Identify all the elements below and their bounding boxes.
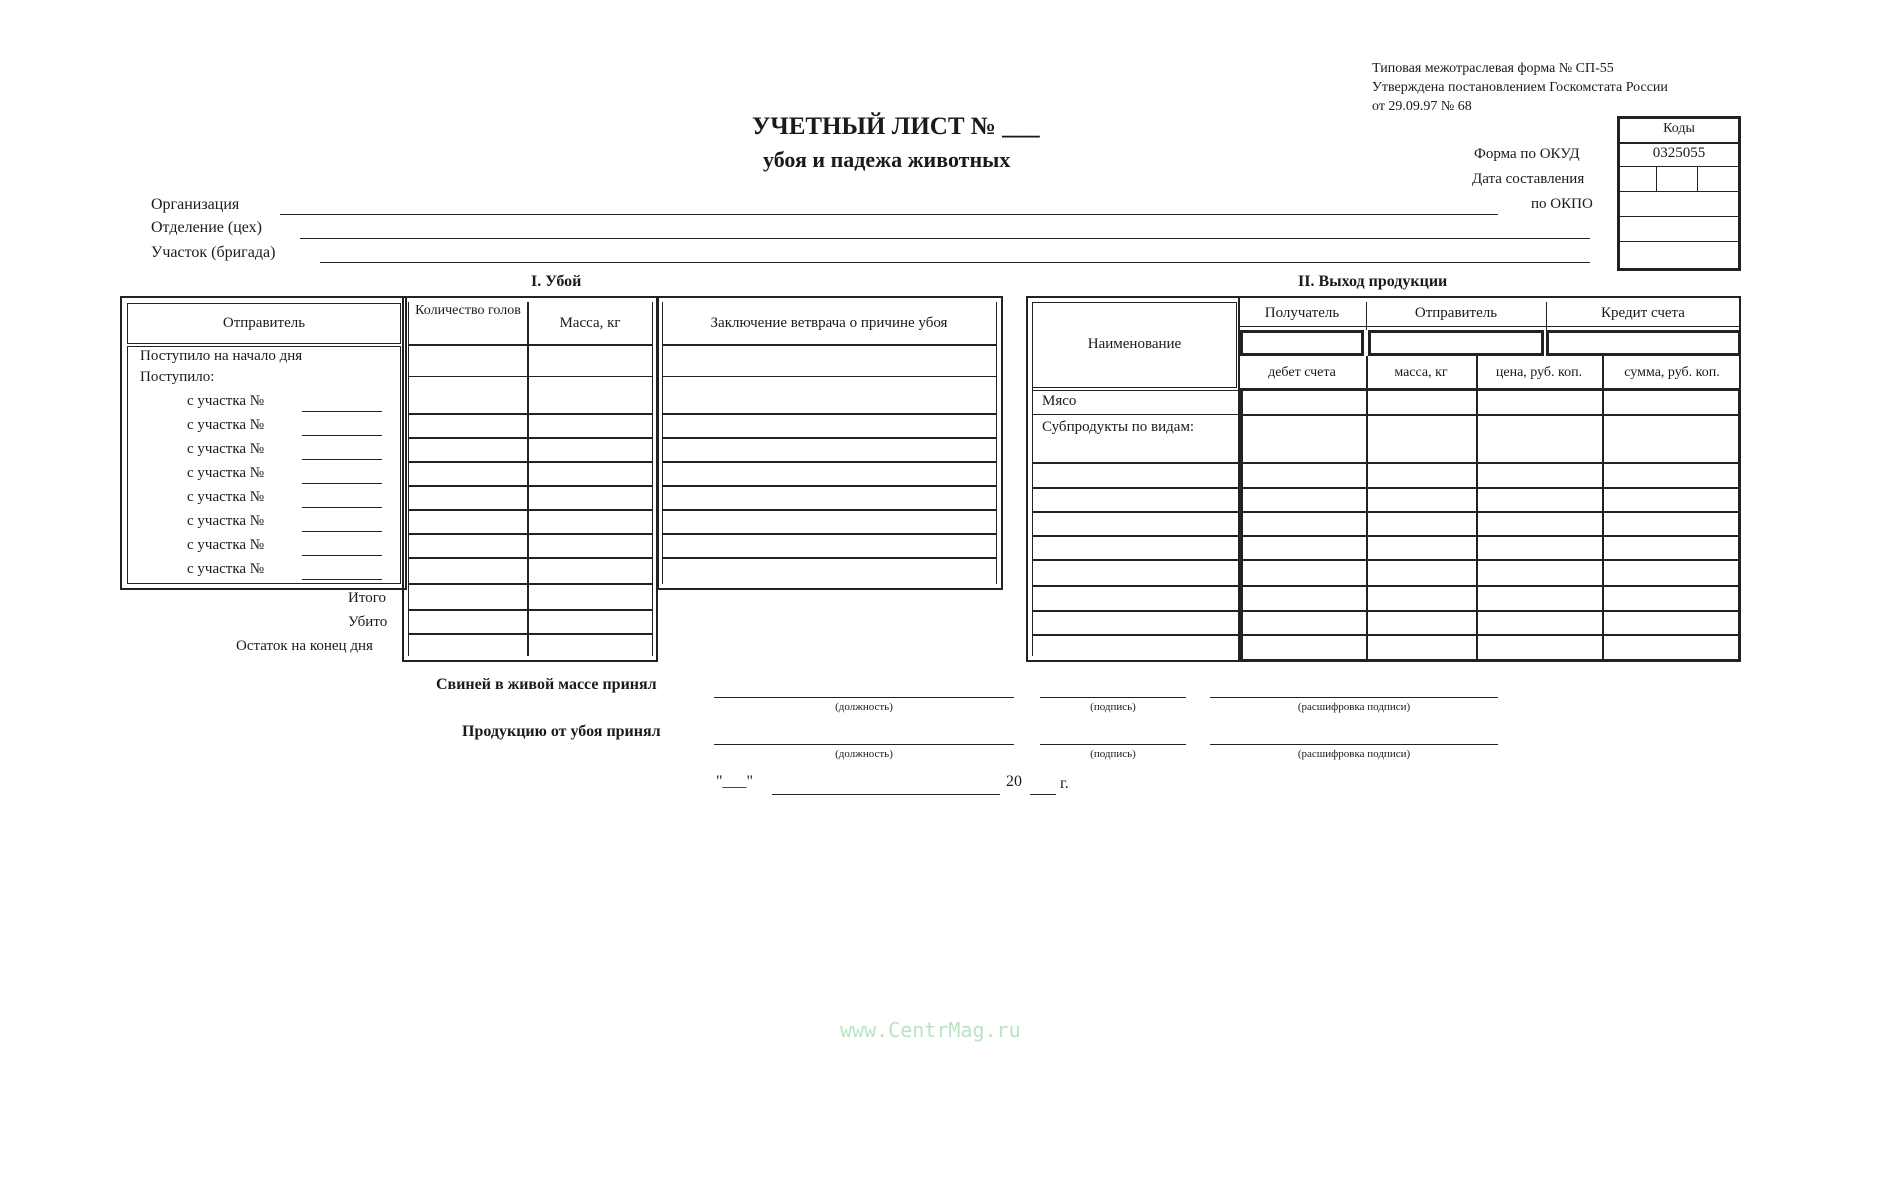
from-plot-label: с участка № — [187, 513, 265, 529]
row-killed: Убито — [348, 614, 388, 630]
okpo-label: по ОКПО — [1531, 196, 1593, 212]
pigs-signature-field[interactable] — [1040, 697, 1186, 698]
date-month-field[interactable] — [772, 794, 1000, 795]
watermark-text: www.CentrMag.ru — [840, 1018, 1021, 1042]
codes-heading: Коды — [1663, 121, 1695, 136]
date-year-field[interactable] — [1030, 794, 1056, 795]
date-day-field[interactable]: "___" — [716, 773, 754, 790]
from-plot-label: с участка № — [187, 561, 265, 577]
pigs-received-label: Свиней в живой массе принял — [436, 676, 657, 693]
row-offal: Субпродукты по видам: — [1042, 419, 1195, 435]
row-meat: Мясо — [1042, 393, 1077, 409]
form-approval-note: Утверждена постановлением Госкомстата России — [1372, 80, 1668, 95]
sub-sum: сумма, руб. коп. — [1624, 365, 1720, 380]
decoding-caption: (расшифровка подписи) — [1297, 701, 1411, 713]
plot-number-field[interactable] — [302, 483, 382, 484]
okud-label: Форма по ОКУД — [1474, 146, 1580, 162]
slaughter-section-title: I. Убой — [531, 273, 582, 290]
pigs-decoding-field[interactable] — [1210, 697, 1498, 698]
product-decoding-field[interactable] — [1210, 744, 1498, 745]
product-signature-field[interactable] — [1040, 744, 1186, 745]
plot-number-field[interactable] — [302, 579, 382, 580]
col-mass: Масса, кг — [559, 315, 621, 331]
product-received-label: Продукцию от убоя принял — [462, 723, 661, 740]
from-plot-label: с участка № — [187, 417, 265, 433]
from-plot-label: с участка № — [187, 489, 265, 505]
from-plot-label: с участка № — [187, 393, 265, 409]
okud-code-value[interactable]: 0325055 — [1652, 145, 1706, 161]
date-year-prefix: 20 — [1006, 773, 1022, 790]
col-sender: Отправитель — [222, 315, 306, 331]
sub-debit: дебет счета — [1268, 365, 1336, 380]
plot-number-field[interactable] — [302, 435, 382, 436]
form-date-note: от 29.09.97 № 68 — [1372, 99, 1472, 114]
form-type-note: Типовая межотраслевая форма № СП-55 — [1372, 61, 1614, 76]
col-vet-conclusion: Заключение ветврача о причине убоя — [710, 315, 948, 331]
col-output-sender: Отправитель — [1414, 305, 1498, 321]
department-field[interactable] — [300, 238, 1590, 239]
plot-number-field[interactable] — [302, 507, 382, 508]
organization-label: Организация — [151, 196, 240, 213]
row-start-of-day: Поступило на начало дня — [140, 348, 303, 364]
date-label: Дата составления — [1472, 171, 1585, 187]
page-title: УЧЕТНЫЙ ЛИСТ № ___ — [752, 113, 1040, 140]
row-total: Итого — [348, 590, 386, 606]
sub-price: цена, руб. коп. — [1495, 365, 1583, 380]
plot-number-field[interactable] — [302, 459, 382, 460]
organization-field[interactable] — [280, 214, 1498, 215]
position-caption: (должность) — [835, 748, 893, 760]
department-label: Отделение (цех) — [151, 219, 262, 236]
sub-mass: масса, кг — [1394, 365, 1448, 380]
signature-caption: (подпись) — [1090, 701, 1136, 713]
position-caption: (должность) — [835, 701, 893, 713]
col-credit: Кредит счета — [1601, 305, 1685, 321]
decoding-caption: (расшифровка подписи) — [1297, 748, 1411, 760]
plot-label: Участок (бригада) — [151, 244, 276, 261]
page-subtitle: убоя и падежа животных — [763, 147, 1011, 172]
col-recipient: Получатель — [1264, 305, 1340, 321]
codes-box — [1617, 116, 1741, 271]
plot-number-field[interactable] — [302, 531, 382, 532]
plot-field[interactable] — [320, 262, 1590, 263]
row-remainder: Остаток на конец дня — [236, 638, 373, 654]
from-plot-label: с участка № — [187, 441, 265, 457]
col-name: Наименование — [1087, 336, 1182, 352]
signature-caption: (подпись) — [1090, 748, 1136, 760]
from-plot-label: с участка № — [187, 537, 265, 553]
output-section-title: II. Выход продукции — [1298, 273, 1448, 290]
date-year-suffix: г. — [1060, 775, 1069, 792]
plot-number-field[interactable] — [302, 411, 382, 412]
col-head-count: Количество голов — [415, 303, 521, 318]
product-position-field[interactable] — [714, 744, 1014, 745]
pigs-position-field[interactable] — [714, 697, 1014, 698]
from-plot-label: с участка № — [187, 465, 265, 481]
plot-number-field[interactable] — [302, 555, 382, 556]
row-received: Поступило: — [140, 369, 215, 385]
